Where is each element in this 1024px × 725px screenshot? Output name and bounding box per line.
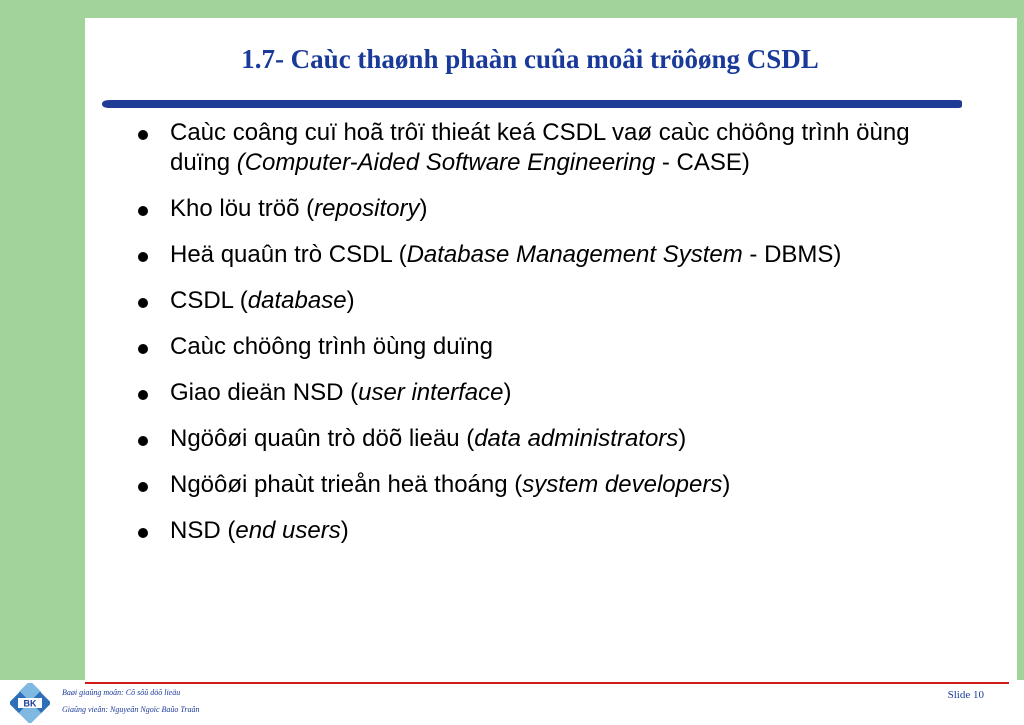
bk-logo-icon bbox=[10, 683, 50, 723]
bullet-term: end users bbox=[235, 517, 341, 544]
bullet-dot bbox=[138, 344, 148, 354]
bk-logo-text: BK bbox=[23, 698, 37, 709]
bullet-item bbox=[134, 332, 964, 362]
footer-course: Baøi giaûng moân: Cô sôû döõ lieäu bbox=[62, 688, 181, 697]
bullet-term: repository bbox=[314, 195, 420, 222]
bullet-list bbox=[134, 118, 964, 562]
bullet-suffix: ) bbox=[346, 287, 355, 314]
bullet-suffix: ) bbox=[678, 425, 687, 452]
bullet-item bbox=[134, 286, 964, 316]
bullet-dot bbox=[138, 206, 148, 216]
bullet-text: Ngöôøi phaùt trieån heä thoáng ( bbox=[170, 471, 523, 498]
bullet-suffix: ) bbox=[722, 471, 731, 498]
slide-title: 1.7- Caùc thaønh phaàn cuûa moâi tröôøng CSDL bbox=[241, 44, 819, 74]
bullet-term: user interface bbox=[358, 379, 504, 406]
bullet-item bbox=[134, 378, 964, 408]
slide-number: Slide 10 bbox=[947, 689, 984, 701]
bullet-item bbox=[134, 516, 964, 546]
bullet-dot bbox=[138, 528, 148, 538]
bullet-item bbox=[134, 470, 964, 500]
bullet-term: data administrators bbox=[474, 425, 679, 452]
right-green-band bbox=[1017, 0, 1024, 680]
footer-divider bbox=[85, 682, 1009, 684]
bullet-text: Kho löu tröõ ( bbox=[170, 195, 315, 222]
bullet-suffix: ) bbox=[340, 517, 349, 544]
bullet-dot bbox=[138, 482, 148, 492]
bullet-item bbox=[134, 240, 964, 270]
bullet-suffix: - CASE) bbox=[655, 149, 750, 176]
bullet-text: Heä quaûn trò CSDL ( bbox=[170, 241, 407, 268]
left-green-band bbox=[0, 0, 85, 680]
title-underline bbox=[100, 98, 962, 110]
top-green-band bbox=[85, 0, 1024, 18]
bullet-text: CSDL ( bbox=[170, 287, 248, 314]
bullet-suffix: ) bbox=[503, 379, 512, 406]
bullet-dot bbox=[138, 130, 148, 140]
bullet-suffix: ) bbox=[419, 195, 428, 222]
bullet-item bbox=[134, 194, 964, 224]
bullet-term: (Computer-Aided Software Engineering bbox=[236, 149, 656, 176]
bullet-text: Ngöôøi quaûn trò döõ lieäu ( bbox=[170, 425, 475, 452]
bullet-dot bbox=[138, 252, 148, 262]
bullet-term: Database Management System bbox=[406, 241, 743, 268]
bullet-item bbox=[134, 118, 964, 178]
bullet-item bbox=[134, 424, 964, 454]
bullet-dot bbox=[138, 436, 148, 446]
bullet-dot bbox=[138, 390, 148, 400]
bullet-text: NSD ( bbox=[170, 517, 236, 544]
bullet-text: Giao dieän NSD ( bbox=[170, 379, 359, 406]
bullet-text: Caùc chöông trình öùng duïng bbox=[170, 333, 493, 360]
bullet-term: system developers bbox=[522, 471, 723, 498]
bullet-text: Caùc coâng cuï hoã trôï thieát keá CSDL vaø caùc chöông trình öùng duïng bbox=[170, 119, 910, 176]
bullet-dot bbox=[138, 298, 148, 308]
bullet-term: database bbox=[247, 287, 347, 314]
footer-lecturer: Giaûng vieân: Nguyeãn Ngoïc Baûo Traân bbox=[62, 705, 200, 714]
bullet-suffix: - DBMS) bbox=[742, 241, 842, 268]
